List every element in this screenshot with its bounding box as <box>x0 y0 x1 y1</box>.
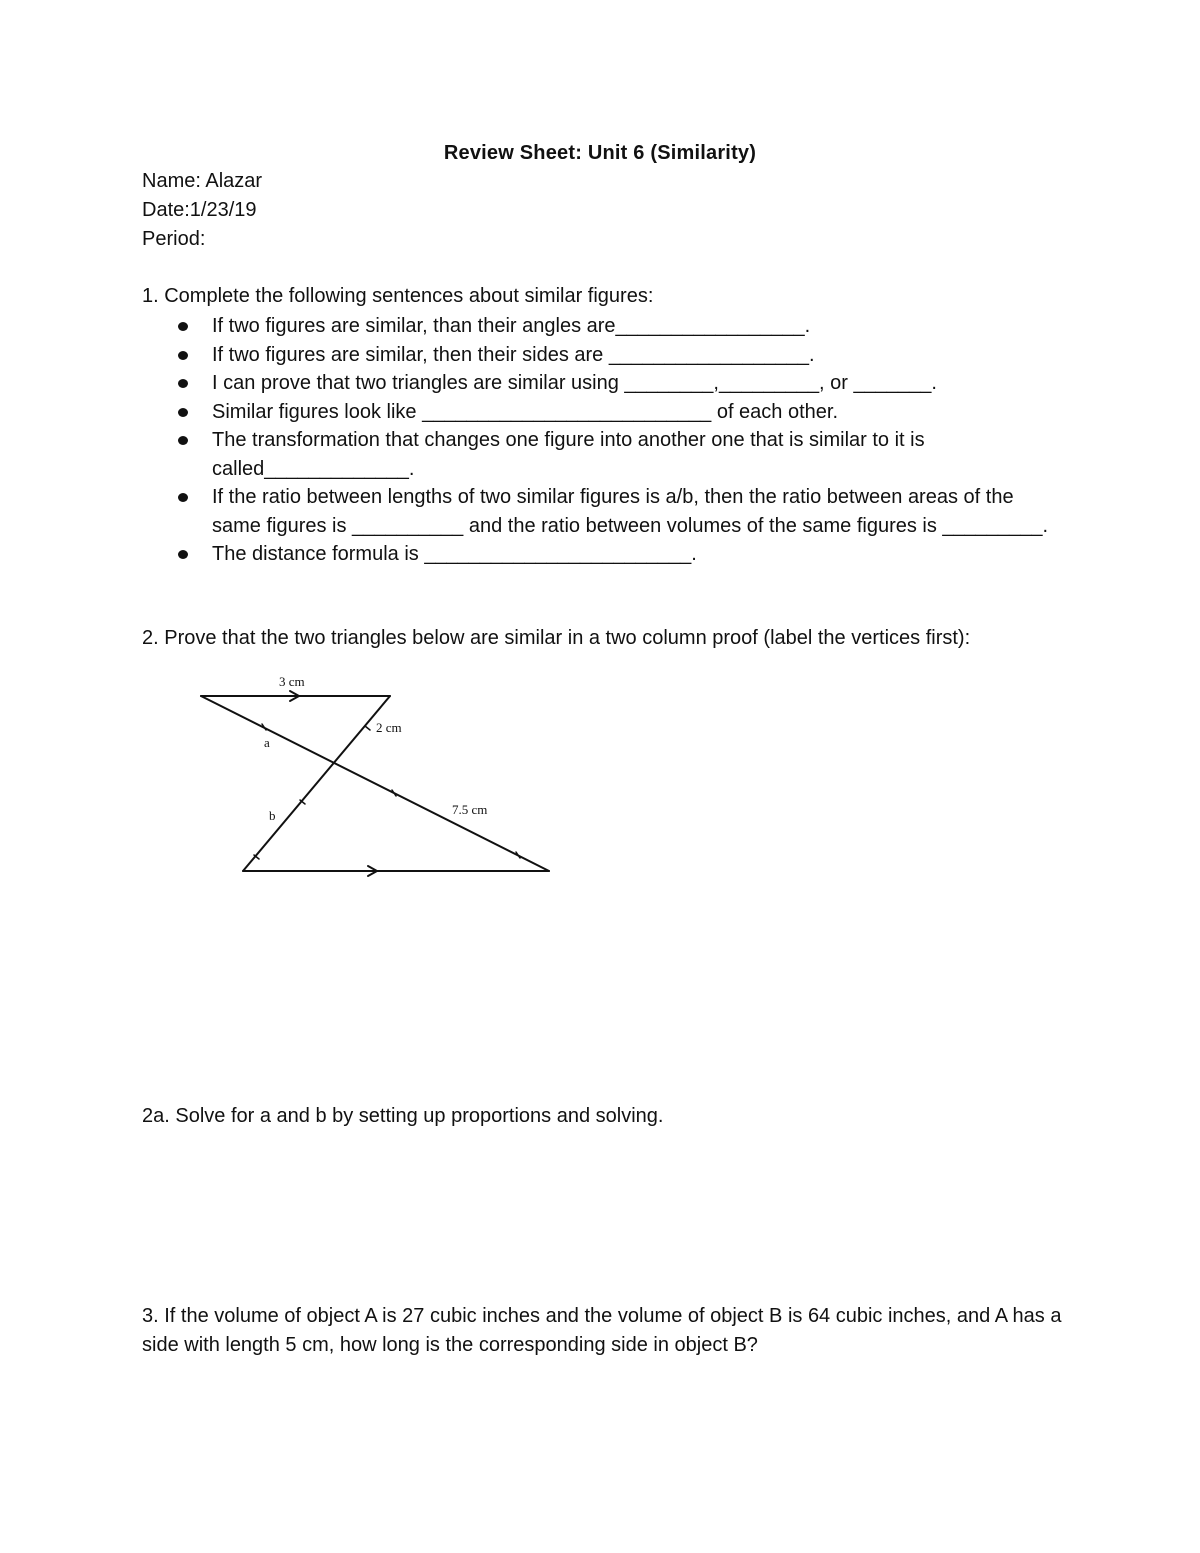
list-item-text: Similar figures look like __________________________ of each other. <box>212 400 839 423</box>
tick-mark <box>365 726 370 730</box>
date-line: Date:1/23/19 <box>142 199 257 221</box>
document-title: Review Sheet: Unit 6 (Similarity) <box>443 142 757 164</box>
period-line: Period: <box>142 228 206 250</box>
crossing-line-a <box>201 696 549 871</box>
list-item <box>0 483 1062 540</box>
list-item <box>0 540 1062 569</box>
bullet-icon <box>178 493 188 502</box>
bullet-icon <box>178 351 188 360</box>
question-2a-prompt: 2a. Solve for a and b by setting up proportions and solving. <box>142 1105 664 1127</box>
name-line: Name: Alazar <box>142 170 263 192</box>
list-item-text: If the ratio between lengths of two similar figures is a/b, then the ratio between areas of the same figures is __________ and the ratio between volumes of the same figures is _________. <box>212 486 1049 537</box>
triangle-diagram <box>190 668 570 883</box>
label-segment-b: b <box>269 808 276 823</box>
list-item-text: If two figures are similar, than their angles are_________________. <box>212 315 811 337</box>
question-3-prompt: 3. If the volume of object A is 27 cubic inches and the volume of object B is 64 cubic inches, and A has a side with length 5 cm, how long is the corresponding side in object B? <box>142 1305 1062 1356</box>
label-segment-a: a <box>264 735 270 750</box>
list-item-text: If two figures are similar, then their sides are __________________. <box>212 343 815 366</box>
list-item-text: The distance formula is ________________________. <box>212 543 697 565</box>
bullet-icon <box>178 550 188 559</box>
list-item <box>0 426 1062 483</box>
label-long-segment: 7.5 cm <box>452 802 488 817</box>
list-item <box>0 398 1062 427</box>
bullet-icon <box>178 408 188 417</box>
crossing-line-b <box>243 696 390 871</box>
bullet-icon <box>178 379 188 388</box>
question-1-list <box>0 312 1200 569</box>
label-top-side: 3 cm <box>279 674 305 689</box>
list-item <box>0 369 1062 398</box>
list-item-text: The transformation that changes one figure into another one that is similar to it is called_____________. <box>212 429 925 480</box>
bullet-icon <box>178 322 188 331</box>
list-item <box>0 341 1062 370</box>
question-2-prompt: 2. Prove that the two triangles below are similar in a two column proof (label the vertices first): <box>142 627 971 649</box>
bullet-icon <box>178 436 188 445</box>
question-1-prompt: 1. Complete the following sentences about similar figures: <box>142 285 654 307</box>
list-item <box>0 312 1062 341</box>
label-right-segment: 2 cm <box>376 720 402 735</box>
list-item-text: I can prove that two triangles are similar using ________,_________, or _______. <box>212 372 937 394</box>
